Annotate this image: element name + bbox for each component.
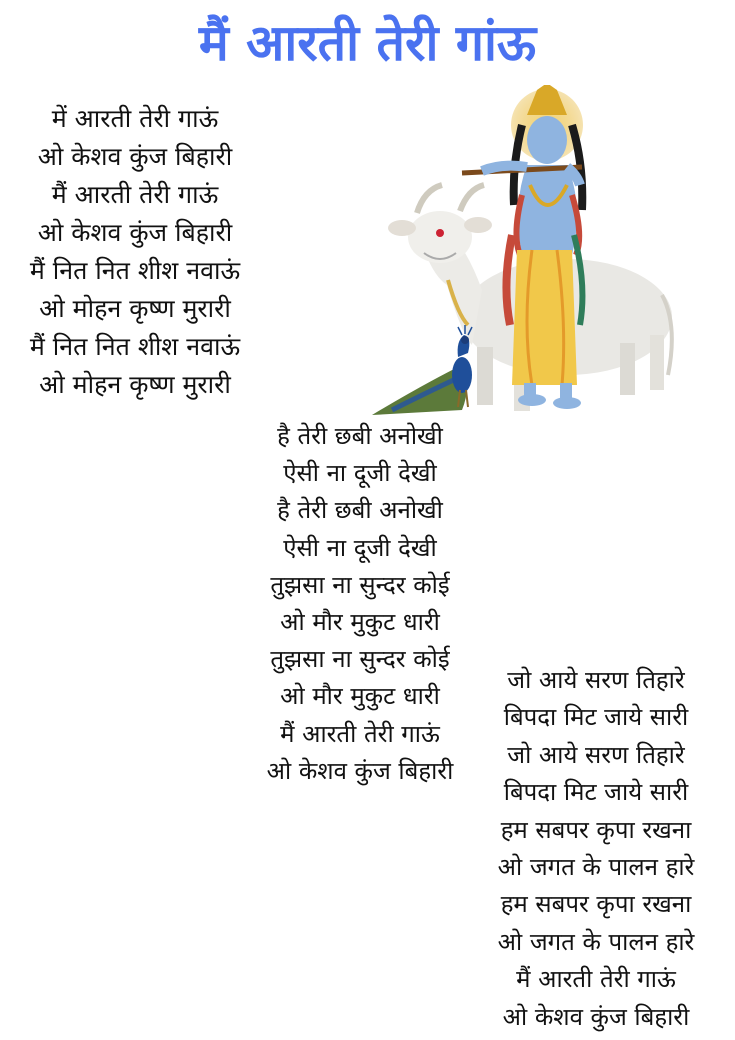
verse-line: मैं नित नित शीश नवाऊं	[29, 332, 241, 361]
verse-line: ओ मौर मुकुट धारी	[280, 608, 440, 637]
verse-line: बिपदा मिट जाये सारी	[503, 778, 689, 807]
verse-line: मैं आरती तेरी गाऊं	[51, 180, 219, 209]
verse-line: ओ जगत के पालन हारे	[497, 927, 695, 956]
verse-line: तुझसा ना सुन्दर कोई	[270, 570, 450, 599]
verse-line: ऐसी ना दूजी देखी	[283, 459, 437, 488]
verse-line: बिपदा मिट जाये सारी	[503, 703, 689, 732]
verse-line: ओ केशव कुंज बिहारी	[37, 142, 233, 171]
verse-line: हम सबपर कृपा रखना	[500, 890, 692, 919]
verse-line: में आरती तेरी गाऊं	[51, 104, 219, 133]
verse-line: ओ केशव कुंज बिहारी	[37, 218, 233, 247]
verse-line: ओ मौर मुकुट धारी	[280, 682, 440, 711]
verse-line: हम सबपर कृपा रखना	[500, 815, 692, 844]
verse-line: ओ केशव कुंज बिहारी	[266, 756, 454, 785]
verse-line: जो आये सरण तिहारे	[507, 740, 685, 769]
verse-line: तुझसा ना सुन्दर कोई	[270, 645, 450, 674]
verse-2	[240, 418, 480, 790]
page-title: मैं आरती तेरी गांऊ	[198, 14, 537, 72]
verse-line: मैं नित नित शीश नवाऊं	[29, 256, 241, 285]
verse-line: ओ केशव कुंज बिहारी	[502, 1002, 690, 1031]
verse-line: मैं आरती तेरी गाऊं	[516, 965, 676, 994]
krishna-with-cow-and-peacock-illustration	[362, 85, 678, 425]
verse-line: है तेरी छबी अनोखी	[277, 496, 443, 525]
verse-line: ओ मोहन कृष्ण मुरारी	[39, 370, 231, 399]
verse-line: ऐसी ना दूजी देखी	[283, 533, 437, 562]
verse-line: जो आये सरण तिहारे	[507, 666, 685, 694]
verse-line: मैं आरती तेरी गाऊं	[280, 719, 440, 748]
peacock-icon	[372, 325, 472, 415]
verse-line: ओ जगत के पालन हारे	[497, 853, 695, 882]
verse-1	[0, 100, 270, 404]
verse-3	[478, 662, 714, 1036]
verse-line: है तेरी छबी अनोखी	[277, 422, 443, 450]
verse-line: ओ मोहन कृष्ण मुरारी	[39, 294, 231, 323]
